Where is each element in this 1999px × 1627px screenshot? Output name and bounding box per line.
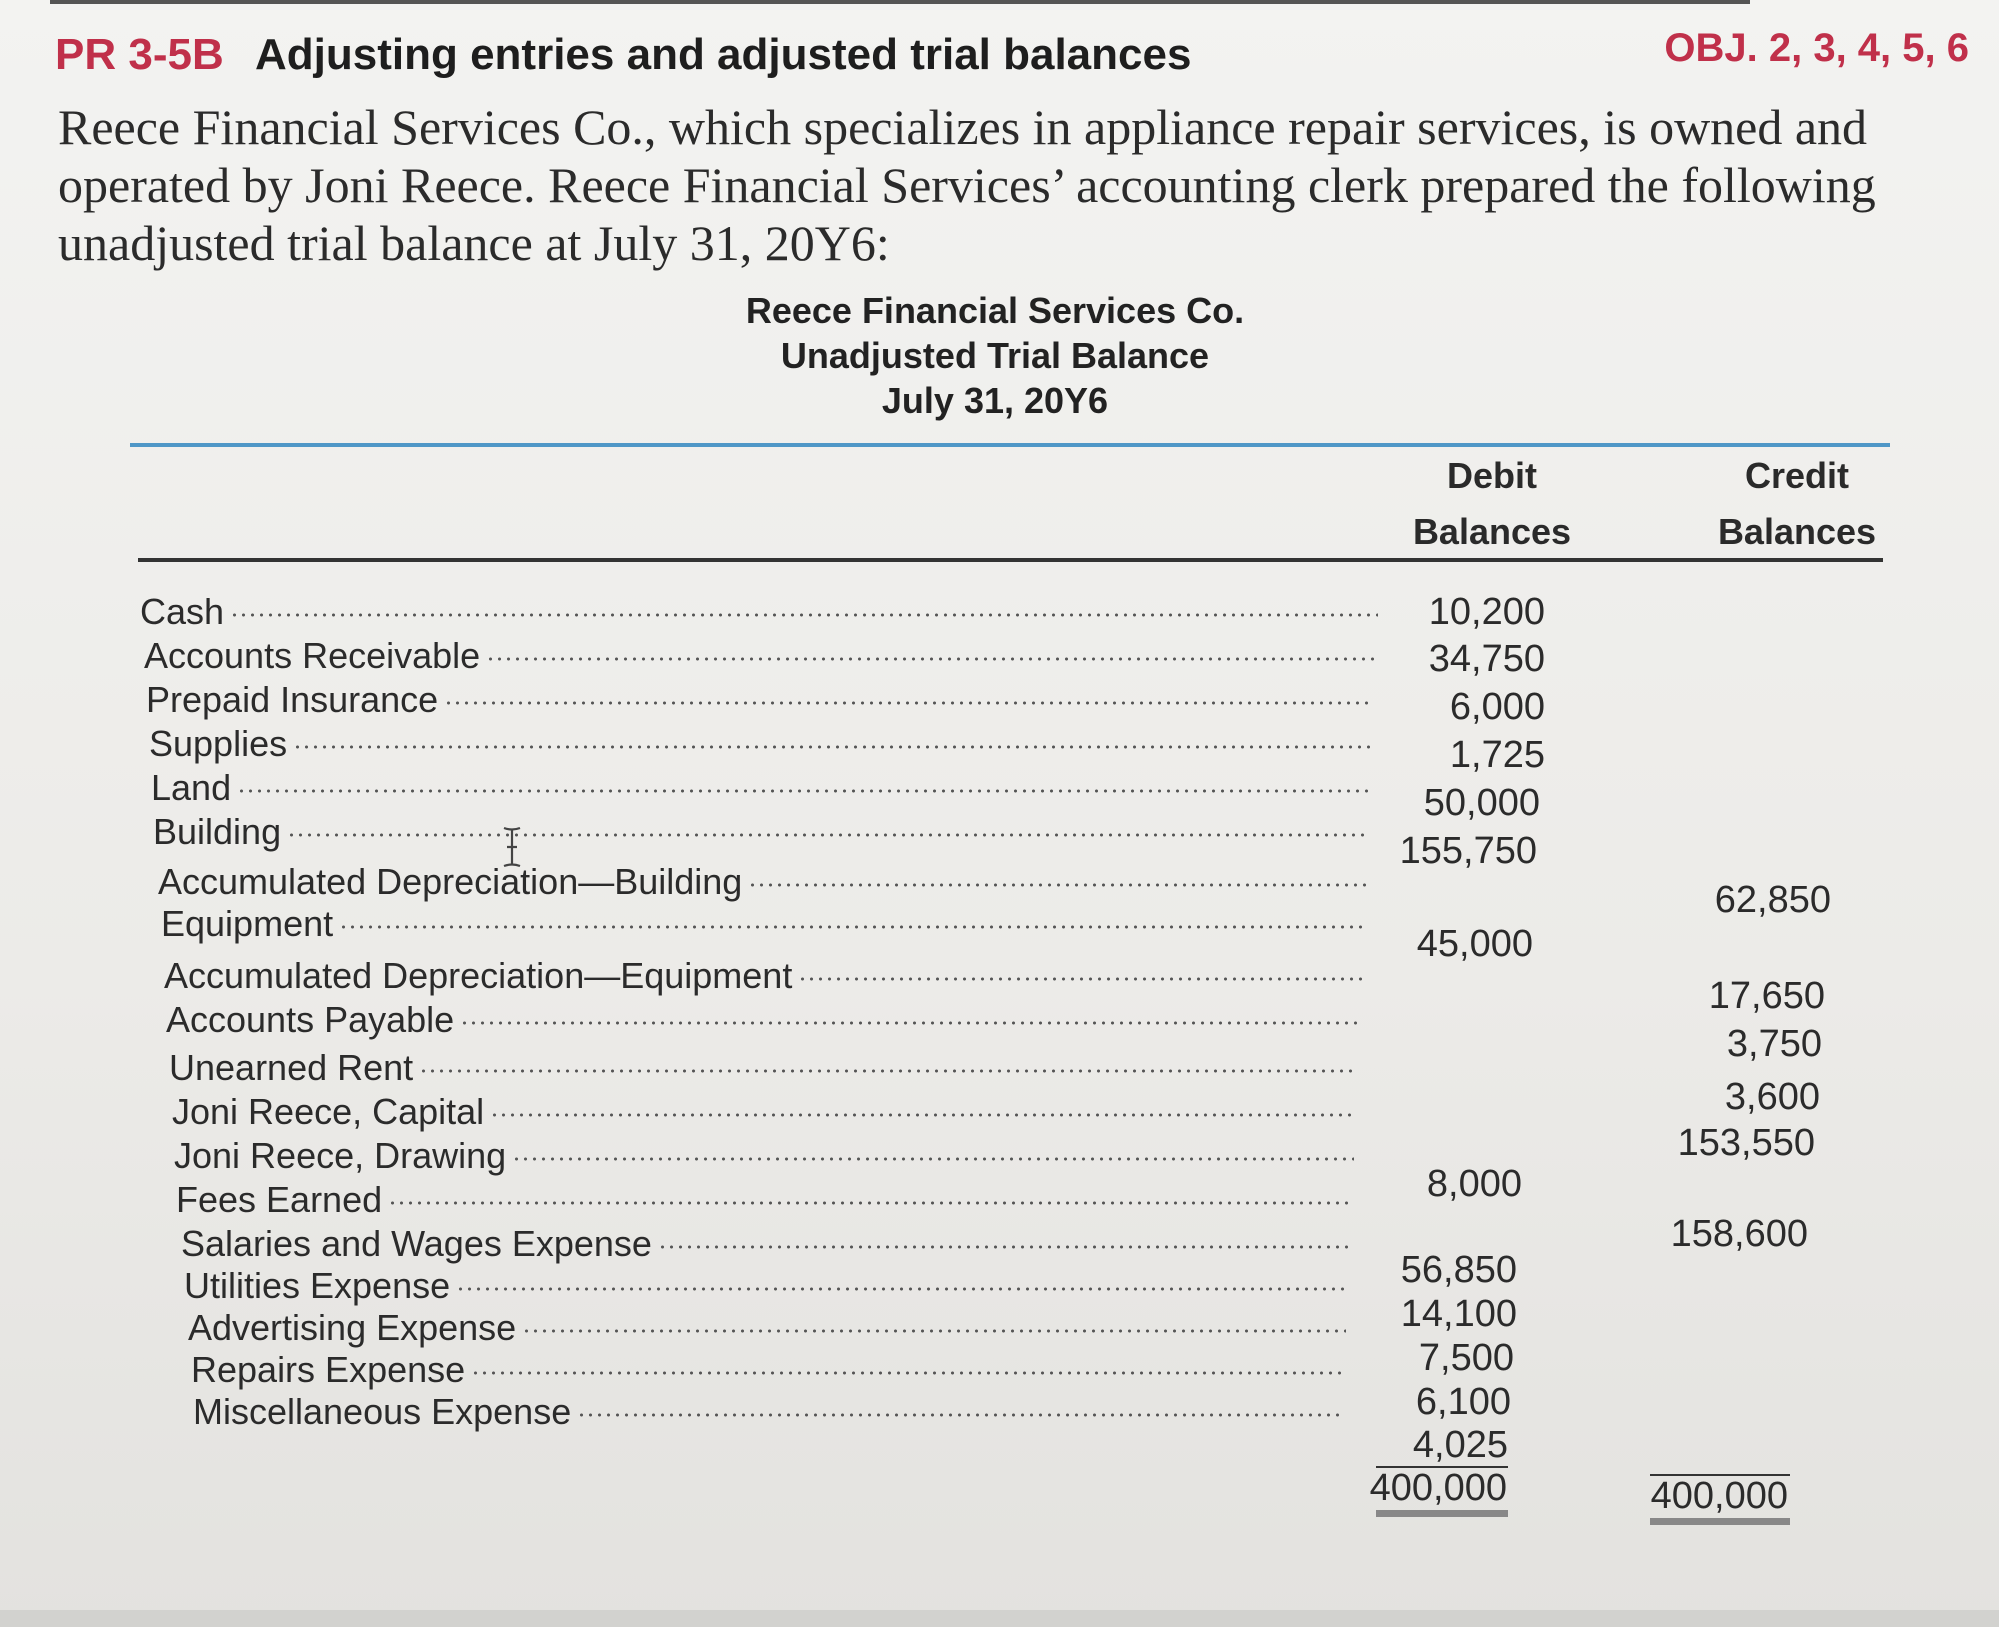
credit-column-header bbox=[1667, 448, 1927, 560]
credit-amount: 3,750 bbox=[1726, 1023, 1822, 1065]
credit-total: 400,000 bbox=[1650, 1475, 1788, 1517]
credit-amount: 153,550 bbox=[1677, 1122, 1815, 1164]
debit-column-header bbox=[1362, 448, 1622, 560]
statement-date: July 31, 20Y6 bbox=[881, 380, 1109, 421]
problem-title: Adjusting entries and adjusted trial balances bbox=[255, 30, 1192, 79]
account-name: Joni Reece, Capital bbox=[172, 1091, 485, 1132]
leader-dots bbox=[658, 1244, 1350, 1250]
credit-header-line1: Credit bbox=[1744, 455, 1849, 496]
account-name: Advertising Expense bbox=[188, 1307, 517, 1348]
leader-dots bbox=[460, 1020, 1360, 1026]
leader-dots bbox=[490, 1112, 1356, 1118]
account-name: Land bbox=[151, 767, 232, 808]
account-name: Salaries and Wages Expense bbox=[181, 1223, 652, 1264]
leader-dots bbox=[486, 656, 1376, 662]
credit-amount: 3,600 bbox=[1724, 1076, 1820, 1118]
credit-total-double-rule bbox=[1650, 1518, 1790, 1525]
leader-dots bbox=[522, 1328, 1346, 1334]
leader-dots bbox=[419, 1068, 1358, 1074]
debit-amount: 34,750 bbox=[1428, 638, 1545, 680]
statement-name: Unadjusted Trial Balance bbox=[780, 335, 1210, 376]
leader-dots bbox=[798, 976, 1362, 982]
leader-dots bbox=[444, 700, 1374, 706]
debit-amount: 4,025 bbox=[1412, 1424, 1508, 1466]
debit-amount: 14,100 bbox=[1400, 1293, 1517, 1335]
debit-amount: 6,100 bbox=[1415, 1381, 1511, 1423]
leader-dots bbox=[512, 1156, 1354, 1162]
account-name: Repairs Expense bbox=[191, 1349, 466, 1390]
leader-dots bbox=[339, 924, 1364, 930]
account-name: Accumulated Depreciation—Equipment bbox=[164, 955, 793, 996]
account-name: Equipment bbox=[161, 903, 334, 944]
debit-amount: 45,000 bbox=[1416, 923, 1533, 965]
company-name: Reece Financial Services Co. bbox=[745, 290, 1245, 331]
account-name: Miscellaneous Expense bbox=[193, 1391, 572, 1432]
leader-dots bbox=[577, 1412, 1342, 1418]
objectives-label: OBJ. 2, 3, 4, 5, 6 bbox=[1664, 26, 1969, 70]
debit-total: 400,000 bbox=[1369, 1467, 1507, 1509]
debit-amount: 6,000 bbox=[1449, 686, 1545, 728]
credit-header-line2: Balances bbox=[1717, 511, 1877, 552]
debit-amount: 155,750 bbox=[1399, 830, 1537, 872]
account-name: Joni Reece, Drawing bbox=[174, 1135, 507, 1176]
leader-dots bbox=[471, 1370, 1344, 1376]
trial-balance-heading bbox=[600, 288, 1390, 423]
account-name: Utilities Expense bbox=[184, 1265, 451, 1306]
account-name: Accumulated Depreciation—Building bbox=[158, 861, 743, 902]
credit-amount: 62,850 bbox=[1714, 879, 1831, 921]
debit-amount: 1,725 bbox=[1449, 734, 1545, 776]
credit-amount: 158,600 bbox=[1670, 1213, 1808, 1255]
debit-amount: 56,850 bbox=[1400, 1249, 1517, 1291]
account-name: Supplies bbox=[149, 723, 288, 764]
debit-amount: 10,200 bbox=[1428, 591, 1545, 633]
problem-id: PR 3-5B bbox=[55, 30, 224, 79]
account-name: Accounts Payable bbox=[166, 999, 455, 1040]
debit-total-double-rule bbox=[1376, 1510, 1508, 1517]
leader-dots bbox=[293, 744, 1372, 750]
account-name: Fees Earned bbox=[176, 1179, 383, 1220]
leader-dots bbox=[456, 1286, 1348, 1292]
leader-dots bbox=[287, 832, 1368, 838]
leader-dots bbox=[388, 1200, 1352, 1206]
heading-divider bbox=[130, 443, 1890, 447]
debit-amount: 50,000 bbox=[1423, 782, 1540, 824]
credit-amount: 17,650 bbox=[1708, 975, 1825, 1017]
leader-dots bbox=[748, 882, 1366, 888]
account-name: Cash bbox=[140, 591, 225, 632]
leader-dots bbox=[230, 612, 1378, 618]
debit-amount: 8,000 bbox=[1426, 1163, 1522, 1205]
debit-header-line1: Debit bbox=[1447, 455, 1537, 496]
account-name: Accounts Receivable bbox=[144, 635, 481, 676]
debit-header-line2: Balances bbox=[1412, 511, 1572, 552]
debit-amount: 7,500 bbox=[1418, 1337, 1514, 1379]
account-name: Prepaid Insurance bbox=[146, 679, 439, 720]
problem-intro: Reece Financial Services Co., which specializes in appliance repair services, is owned and operated by Joni Reece. Reece Financial Services’ accounting clerk prepared the following unadjusted trial balance at July 31, 20Y6: bbox=[58, 99, 1876, 271]
account-name: Unearned Rent bbox=[169, 1047, 414, 1088]
account-name: Building bbox=[153, 811, 282, 852]
column-header-rule bbox=[138, 558, 1883, 562]
page-bottom-edge bbox=[0, 1610, 1999, 1627]
text-cursor-icon bbox=[500, 825, 524, 869]
leader-dots bbox=[237, 788, 1370, 794]
